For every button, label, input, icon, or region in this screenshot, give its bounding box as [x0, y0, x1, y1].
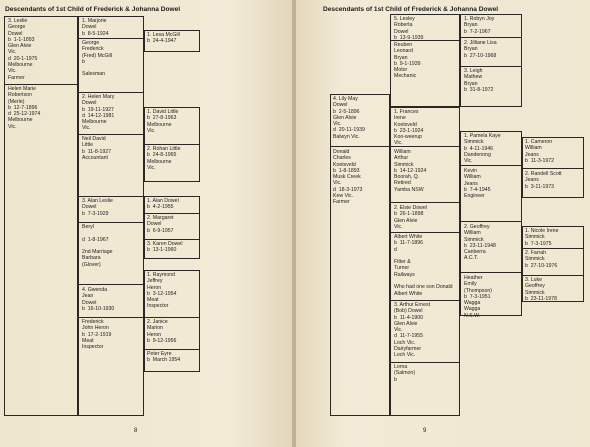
- person-name-line: 1. David Little: [147, 109, 179, 115]
- person-detail-line: Dowel: [394, 28, 409, 35]
- person-detail-line: Fitter &: [394, 259, 411, 266]
- person-name-line: 2. Helen Mary: [82, 94, 115, 100]
- person-detail-line: b 27-8-1963: [147, 115, 177, 122]
- person-randell-jeans: [525, 171, 562, 190]
- person-detail-line: Little: [82, 142, 93, 149]
- divider-line: [144, 349, 200, 350]
- person-detail-line: Irene: [394, 115, 406, 122]
- person-detail-line: Dowel: [82, 100, 97, 107]
- person-detail-line: d 20-1-1975: [8, 55, 38, 62]
- person-detail-line: (Fred) McGill: [82, 52, 112, 59]
- person-detail-line: b 23-11-1978: [525, 295, 557, 302]
- person-detail-line: Jean: [82, 293, 94, 300]
- person-detail-line: b 23-1-1924: [394, 127, 424, 134]
- person-name-line: 2. Rohan Little: [147, 146, 181, 152]
- person-detail-line: Dowel: [8, 30, 23, 37]
- person-detail-line: Inspector: [147, 303, 169, 310]
- person-detail-line: Vic.: [147, 127, 156, 134]
- person-detail-line: Marion: [147, 325, 163, 332]
- person-detail-line: Glen Alvie: [8, 43, 32, 50]
- person-detail-line: d 18-3-1973: [333, 186, 363, 193]
- person-detail-line: Wagga: [464, 300, 481, 307]
- person-detail-line: Vic.: [394, 140, 403, 147]
- person-detail-line: Vic.: [333, 121, 342, 128]
- person-frances-koetsveld: [394, 109, 423, 147]
- spouse-helen-robertson: [8, 86, 40, 130]
- person-detail-line: b 7-2-1967: [464, 28, 491, 35]
- person-detail-line: b 16-10-1930: [82, 305, 115, 312]
- person-detail-line: Engineer: [464, 193, 485, 200]
- person-detail-line: Bryan: [464, 22, 478, 29]
- person-detail-line: Farmer: [8, 74, 25, 81]
- person-name-line: Albert White: [394, 234, 423, 240]
- person-detail-line: Melbourne: [147, 158, 172, 165]
- person-robyn-bryan: [464, 16, 494, 35]
- divider-line: [460, 165, 522, 166]
- person-helen-mary-dowel: [82, 94, 114, 132]
- person-detail-line: Dowel: [82, 24, 97, 31]
- person-detail-line: Koo-weerup: [394, 134, 422, 141]
- person-detail-line: b 19-11-1927: [82, 106, 114, 113]
- person-detail-line: b 9-1-1939: [394, 60, 421, 67]
- person-detail-line: Heron: [147, 284, 162, 291]
- person-name-line: 3. Leigh: [464, 68, 483, 74]
- person-detail-line: Jeans: [525, 177, 539, 184]
- person-detail-line: Simmick: [525, 289, 545, 296]
- person-nicole-simmick: [525, 228, 558, 247]
- person-detail-line: William: [525, 145, 542, 152]
- person-detail-line: Frederick: [82, 46, 104, 53]
- person-detail-line: Simmick: [464, 139, 484, 146]
- person-elsie-dowel: [394, 205, 427, 230]
- person-detail-line: Jeffrey: [147, 278, 163, 285]
- person-farrah-simmick: [525, 250, 557, 269]
- person-detail-line: (Bob) Dowel: [394, 308, 423, 315]
- person-detail-line: Meat: [147, 297, 159, 304]
- person-detail-line: Vic.: [394, 327, 403, 334]
- divider-line: [78, 134, 144, 135]
- person-name-line: 1. Nicole Irene: [525, 228, 559, 234]
- person-detail-line: Jeans: [464, 180, 478, 187]
- person-detail-line: Musk Creek: [333, 174, 361, 181]
- person-detail-line: Dowel: [333, 102, 348, 109]
- person-detail-line: Vic.: [8, 123, 17, 130]
- person-name-line: 1. Frances: [394, 109, 419, 115]
- person-detail-line: Glen Alvie: [333, 114, 357, 121]
- person-detail-line: A.C.T.: [464, 255, 479, 262]
- person-name-line: Beryl: [82, 224, 94, 230]
- person-detail-line: b 14-12-1924: [394, 167, 427, 174]
- person-detail-line: 2nd Marriage: [82, 249, 113, 256]
- divider-line: [78, 284, 144, 285]
- person-detail-line: Barbara: [82, 255, 101, 262]
- person-detail-line: Bryan: [464, 46, 478, 53]
- person-detail-line: b 2-5-1896: [333, 108, 360, 115]
- person-margaret-dowel: [147, 215, 174, 234]
- person-detail-line: Canberra: [464, 249, 486, 256]
- person-detail-line: Who had one son Donald: [394, 284, 453, 291]
- person-marjorie-dowel: [82, 18, 109, 37]
- person-detail-line: b 24-8-1965: [147, 152, 177, 159]
- person-detail-line: Inspector: [82, 344, 104, 351]
- divider-line: [390, 300, 460, 301]
- person-detail-line: Heron: [147, 331, 162, 338]
- person-detail-line: Meat: [82, 337, 94, 344]
- person-detail-line: b 27-10-1976: [525, 262, 558, 269]
- divider-line: [390, 362, 460, 363]
- left-page-title: Descendants of 1st Child of Frederick & Johanna Dowel: [5, 6, 181, 13]
- person-detail-line: Retired: [394, 180, 411, 187]
- divider-line: [144, 144, 200, 145]
- divider-line: [144, 213, 200, 214]
- person-detail-line: Simmick: [525, 234, 545, 241]
- person-detail-line: Geoffrey: [525, 283, 545, 290]
- person-detail-line: Vic.: [333, 180, 342, 187]
- person-alan-leslie-dowel: [82, 198, 113, 217]
- person-detail-line: d 11-7-1955: [394, 333, 424, 340]
- person-name-line: 3. Leslie: [8, 18, 28, 24]
- divider-line: [144, 239, 200, 240]
- spouse-peter-eyre: [147, 351, 180, 364]
- spouse-william-simmick: [394, 149, 426, 193]
- right-page-title: Descendants of 1st Child of Frederick & Johanna Dowel: [323, 6, 499, 13]
- person-detail-line: b 24-4-1947: [147, 38, 177, 45]
- person-detail-line: Vic.: [8, 68, 17, 75]
- spouse-reuben-bryan: [394, 42, 421, 80]
- person-detail-line: Loch Vic.: [394, 352, 416, 359]
- person-detail-line: b 11-7-1896: [394, 240, 424, 247]
- divider-line: [144, 317, 200, 318]
- person-detail-line: Robertson: [8, 92, 32, 99]
- person-geoffrey-simmick: [464, 224, 496, 262]
- person-detail-line: d 1-8-1967: [82, 236, 109, 243]
- person-detail-line: Melbourne: [8, 117, 33, 124]
- person-detail-line: b 13-1-1960: [147, 247, 177, 254]
- person-name-line: 5. Lesley: [394, 16, 415, 22]
- divider-line: [330, 146, 390, 147]
- divider-line: [522, 248, 584, 249]
- person-detail-line: Balwyn Vic.: [333, 133, 360, 140]
- person-detail-line: George: [8, 24, 26, 31]
- person-detail-line: Koetsveld: [394, 121, 417, 128]
- person-detail-line: Boorah, Q.: [394, 174, 420, 181]
- divider-line: [78, 222, 144, 223]
- person-detail-line: Turner: [394, 265, 410, 272]
- person-detail-line: b 26-1-1898: [394, 211, 424, 218]
- spouse-frederick-heron: [82, 319, 111, 350]
- person-detail-line: d: [394, 246, 397, 253]
- person-detail-line: Arthur: [394, 155, 409, 162]
- divider-line: [78, 196, 144, 197]
- person-detail-line: William: [464, 230, 481, 237]
- person-detail-line: Simmick: [394, 161, 414, 168]
- person-detail-line: b 1-1-1893: [8, 36, 35, 43]
- person-detail-line: Simmick: [525, 256, 545, 263]
- person-detail-line: b 13-9-1939: [394, 34, 424, 41]
- person-name-line: Peter Eyre: [147, 351, 172, 357]
- person-detail-line: Bryan: [394, 54, 408, 61]
- person-detail-line: Dairyfarmer: [394, 346, 422, 353]
- person-detail-line: Simmick: [464, 236, 484, 243]
- person-detail-line: b 7-4-1945: [464, 186, 491, 193]
- person-name-line: 2. Farrah: [525, 250, 547, 256]
- person-detail-line: b 6-9-1957: [147, 227, 174, 234]
- person-detail-line: d 14-12-1981: [82, 112, 115, 119]
- person-name-line: Donald: [333, 149, 350, 155]
- person-detail-line: Glen Alvie: [394, 320, 418, 327]
- person-leslie-dowel: [8, 18, 37, 81]
- left-page-number: 8: [134, 428, 138, 434]
- person-detail-line: Emily: [464, 281, 477, 288]
- person-name-line: 1. Alan Dowel: [147, 198, 179, 204]
- person-detail-line: b 17-2-1919: [82, 331, 112, 338]
- person-detail-line: b 23-11-1948: [464, 242, 496, 249]
- person-detail-line: Vic.: [8, 49, 17, 56]
- person-lesa-mcgill: [147, 32, 180, 45]
- person-detail-line: b: [394, 376, 397, 383]
- spouse-beryl: [82, 224, 113, 268]
- person-detail-line: b March 1954: [147, 357, 181, 364]
- person-detail-line: b 4-11-1946: [464, 145, 494, 152]
- person-detail-line: Railways: [394, 271, 415, 278]
- person-name-line: 2. Jilliane Lisa: [464, 40, 497, 46]
- person-detail-line: b 12-7-1896: [8, 104, 38, 111]
- person-name-line: George: [82, 40, 100, 46]
- divider-line: [522, 275, 584, 276]
- divider-line: [4, 84, 78, 85]
- person-name-line: 1. Pamela Kaye: [464, 133, 501, 139]
- person-name-line: William: [394, 149, 411, 155]
- person-detail-line: b 7-3-1975: [525, 240, 552, 247]
- person-name-line: 3. Alan Leslie: [82, 198, 113, 204]
- person-rohan-little: [147, 146, 180, 171]
- person-name-line: 4. Lily May: [333, 96, 358, 102]
- person-name-line: 3. Karen Dowel: [147, 241, 183, 247]
- person-detail-line: b 4-2-1955: [147, 204, 174, 211]
- person-detail-line: (Thompson): [464, 287, 492, 294]
- person-detail-line: b: [82, 58, 85, 65]
- divider-line: [460, 272, 522, 273]
- person-detail-line: Salesman: [82, 71, 106, 78]
- person-detail-line: d 20-11-1939: [333, 127, 365, 134]
- person-pamela-simmick: [464, 133, 501, 164]
- person-detail-line: b 27-10-1968: [464, 52, 497, 59]
- divider-line: [522, 168, 584, 169]
- person-detail-line: b 1-8-1893: [333, 167, 360, 174]
- person-name-line: Kevin: [464, 168, 477, 174]
- divider-line: [390, 202, 460, 203]
- person-detail-line: Vic.: [147, 164, 156, 171]
- gen1-box: [330, 94, 390, 416]
- person-detail-line: b 7-3-1951: [464, 293, 491, 300]
- person-gwenda-dowel: [82, 287, 114, 312]
- person-detail-line: Jeans: [525, 151, 539, 158]
- person-name-line: Heather: [464, 275, 483, 281]
- person-detail-line: Roberta: [394, 22, 413, 29]
- person-detail-line: Albert White: [394, 290, 423, 297]
- divider-line: [460, 37, 522, 38]
- spouse-neil-little: [82, 136, 111, 161]
- divider-line: [390, 232, 460, 233]
- person-name-line: 2. Margaret: [147, 215, 174, 221]
- spouse-george-mcgill: [82, 40, 112, 78]
- person-alan-dowel: [147, 198, 179, 211]
- person-name-line: 3. Luke: [525, 277, 543, 283]
- spouse-lorna-salmon: [394, 364, 415, 383]
- person-name-line: Helen Marie: [8, 86, 36, 92]
- person-lily-may-dowel: [333, 96, 365, 140]
- divider-line: [78, 38, 144, 39]
- person-name-line: 3. Arthur Ernest: [394, 302, 431, 308]
- person-detail-line: Dowel: [147, 221, 162, 228]
- person-detail-line: (Salmon): [394, 370, 416, 377]
- person-karen-dowel: [147, 241, 182, 254]
- divider-line: [78, 317, 144, 318]
- person-lesley-dowel: [394, 16, 423, 41]
- person-detail-line: Bryan: [464, 80, 478, 87]
- person-detail-line: b 11-4-1900: [394, 314, 424, 321]
- person-name-line: 1. Lesa McGill: [147, 32, 180, 38]
- person-detail-line: Charles: [333, 155, 351, 162]
- person-detail-line: b 11-3-1972: [525, 157, 555, 164]
- person-name-line: Lorna: [394, 364, 408, 370]
- person-david-little: [147, 109, 178, 134]
- person-name-line: 2. Elsie Dowel: [394, 205, 427, 211]
- person-detail-line: b 11-8-1927: [82, 148, 112, 155]
- spouse-albert-white: [394, 234, 453, 297]
- person-arthur-dowel: [394, 302, 430, 359]
- person-detail-line: b 31-8-1972: [464, 86, 494, 93]
- divider-line: [78, 92, 144, 93]
- person-detail-line: b 3-12-1954: [147, 290, 177, 297]
- person-name-line: 1. Raymond: [147, 272, 175, 278]
- person-detail-line: (Glover): [82, 261, 101, 268]
- right-page: [296, 0, 590, 447]
- person-raymond-heron: [147, 272, 176, 310]
- person-detail-line: b 7-3-1929: [82, 210, 109, 217]
- person-name-line: 2. Janice: [147, 319, 168, 325]
- person-detail-line: Motor: [394, 67, 408, 74]
- divider-line: [460, 66, 522, 67]
- person-detail-line: N.S.W.: [464, 312, 481, 319]
- left-page: [0, 0, 292, 447]
- person-name-line: Frederick: [82, 319, 104, 325]
- person-name-line: 2. Geoffrey: [464, 224, 490, 230]
- person-detail-line: Vic.: [464, 158, 473, 165]
- person-detail-line: Melbourne: [82, 119, 107, 126]
- person-detail-line: Yamba NSW: [394, 186, 424, 193]
- person-name-line: 2. Randell Scott: [525, 171, 562, 177]
- person-detail-line: William: [464, 174, 481, 181]
- person-detail-line: Dowel: [82, 204, 97, 211]
- person-detail-line: Farmer: [333, 199, 350, 206]
- person-detail-line: Dandenong: [464, 151, 491, 158]
- right-page-number: 9: [423, 428, 427, 434]
- person-name-line: 1. Robyn Joy: [464, 16, 495, 22]
- person-name-line: 4. Gwenda: [82, 287, 108, 293]
- person-detail-line: Mathew: [464, 74, 483, 81]
- spouse-donald-koetsveld: [333, 149, 362, 206]
- person-detail-line: (Merle): [8, 98, 25, 105]
- person-detail-line: Koetsveld: [333, 161, 356, 168]
- person-detail-line: b 8-5-1924: [82, 30, 109, 37]
- person-detail-line: Dowel: [82, 299, 97, 306]
- person-name-line: Neil David: [82, 136, 106, 142]
- person-detail-line: b 9-12-1956: [147, 337, 177, 344]
- person-jilliane-bryan: [464, 40, 497, 59]
- person-detail-line: Vic.: [82, 125, 91, 132]
- person-cameron-jeans: [525, 139, 554, 164]
- person-detail-line: d 25-12-1974: [8, 111, 41, 118]
- person-detail-line: Vic.: [394, 223, 403, 230]
- spouse-heather-thompson: [464, 275, 492, 319]
- person-name-line: Reuben: [394, 42, 413, 48]
- person-name-line: 1. Marjorie: [82, 18, 107, 24]
- spouse-kevin-jeans: [464, 168, 491, 199]
- person-detail-line: Kew Vic.: [333, 193, 354, 200]
- person-name-line: 1. Cameron: [525, 139, 553, 145]
- person-detail-line: Loch Vic.: [394, 339, 416, 346]
- person-detail-line: b 3-11-1973: [525, 183, 555, 190]
- person-detail-line: Leonard: [394, 48, 414, 55]
- person-detail-line: John Heron: [82, 325, 109, 332]
- person-detail-line: Melbourne: [8, 62, 33, 69]
- person-luke-simmick: [525, 277, 557, 302]
- person-detail-line: Mechanic: [394, 73, 417, 80]
- divider-line: [460, 221, 522, 222]
- person-janice-heron: [147, 319, 176, 344]
- person-detail-line: Glen Alvie: [394, 217, 418, 224]
- person-detail-line: Accountant: [82, 154, 108, 161]
- person-detail-line: Wagga: [464, 306, 481, 313]
- person-detail-line: Melbourne: [147, 121, 172, 128]
- person-leigh-bryan: [464, 68, 493, 93]
